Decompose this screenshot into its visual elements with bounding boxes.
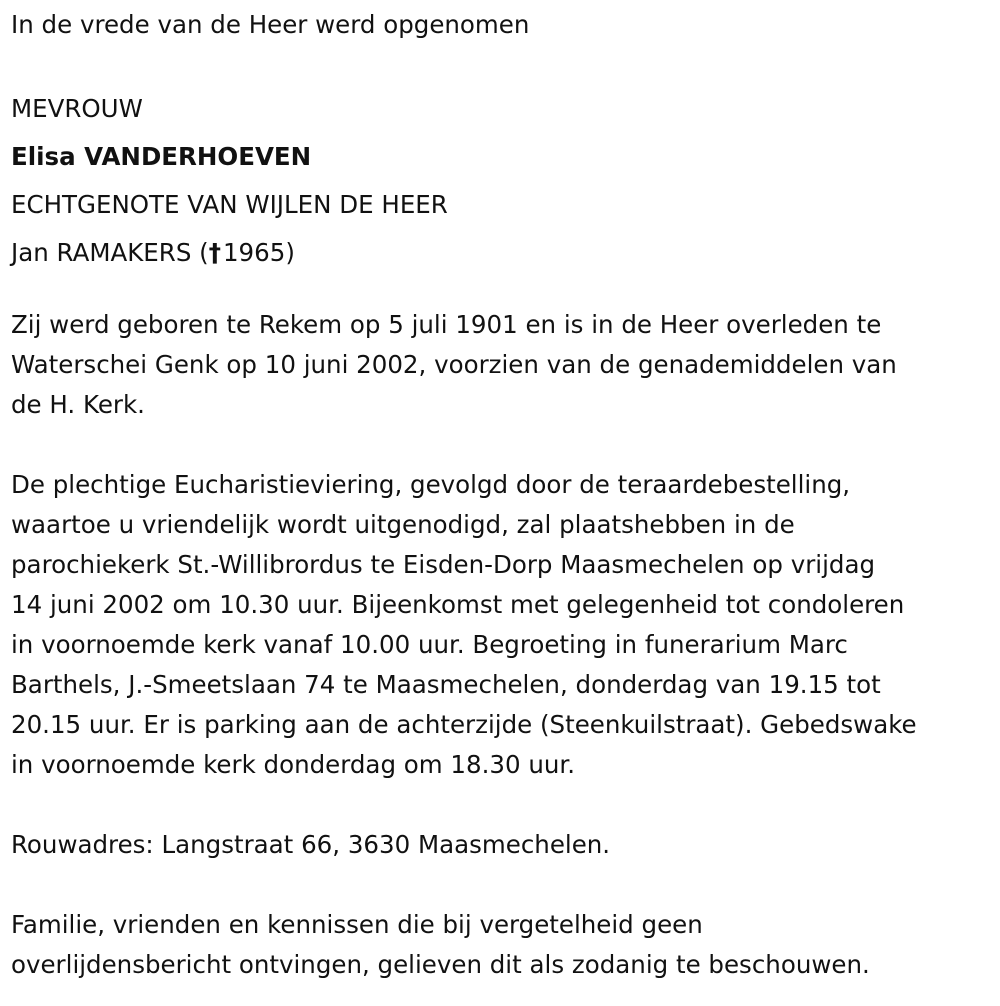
paragraph-line: 20.15 uur. Er is parking aan de achterzijde (Steenkuilstraat). Gebedswake [11, 710, 917, 739]
intro-line: In de vrede van de Heer werd opgenomen [11, 10, 530, 39]
paragraph-line: de H. Kerk. [11, 390, 145, 419]
honorific: MEVROUW [11, 94, 143, 123]
paragraph-line: Zij werd geboren te Rekem op 5 juli 1901 en is in de Heer overleden te [11, 310, 882, 339]
birth-death-paragraph [11, 305, 991, 425]
paragraph-line: parochiekerk St.-Willibrordus te Eisden-Dorp Maasmechelen op vrijdag [11, 550, 876, 579]
paragraph-line: in voornoemde kerk donderdag om 18.30 uur. [11, 750, 576, 779]
spacer [11, 785, 991, 825]
paragraph-line: Barthels, J.-Smeetslaan 74 te Maasmechelen, donderdag van 19.15 tot [11, 670, 881, 699]
spouse-name: Jan RAMAKERS ( [11, 238, 209, 267]
paragraph-line: in voornoemde kerk vanaf 10.00 uur. Begroeting in funerarium Marc [11, 630, 848, 659]
spacer [11, 865, 991, 905]
spouse-line [11, 229, 991, 277]
death-notice [11, 5, 991, 985]
spacer [11, 425, 991, 465]
funeral-paragraph [11, 465, 991, 785]
paragraph-line: overlijdensbericht ontvingen, gelieven dit als zodanig te beschouwen. [11, 950, 870, 979]
paragraph-line: De plechtige Eucharistieviering, gevolgd door de teraardebestelling, [11, 470, 851, 499]
mourning-address: Rouwadres: Langstraat 66, 3630 Maasmechelen. [11, 830, 611, 859]
paragraph-line: 14 juni 2002 om 10.30 uur. Bijeenkomst met gelegenheid tot condoleren [11, 590, 905, 619]
spacer [11, 277, 991, 305]
paragraph-line: Familie, vrienden en kennissen die bij vergetelheid geen [11, 910, 703, 939]
closing-paragraph [11, 905, 991, 985]
paragraph-line: Waterschei Genk op 10 juni 2002, voorzien van de genademiddelen van [11, 350, 897, 379]
spouse-death-year: 1965) [222, 238, 295, 267]
spouse-relation: ECHTGENOTE VAN WIJLEN DE HEER [11, 190, 448, 219]
cross-icon: † [208, 238, 221, 267]
paragraph-line: waartoe u vriendelijk wordt uitgenodigd, zal plaatshebben in de [11, 510, 795, 539]
deceased-name: Elisa VANDERHOEVEN [11, 142, 312, 171]
spacer [11, 45, 991, 85]
